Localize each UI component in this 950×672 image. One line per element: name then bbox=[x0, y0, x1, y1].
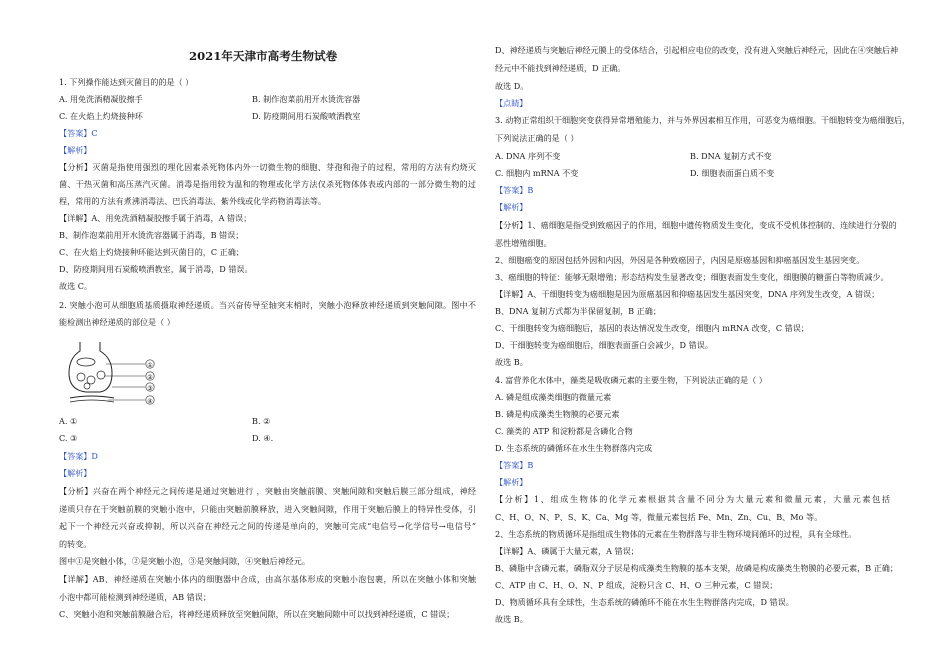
q4-analysis-line: C、ATP 由 C、H、O、N、P 组成，淀粉只含 C、H、O 三种元素，C 错误； bbox=[495, 580, 778, 590]
figure-label: ④ bbox=[147, 398, 153, 405]
q1-answer: 【答案】C bbox=[59, 128, 98, 138]
q2-stem-line: 能检测出神经递质的部位是（ ） bbox=[59, 317, 175, 327]
q4-analysis-line: 2、生态系统的物质循环是指组成生物体的元素在生物群落与非生物环境间循环的过程，具有全球性。 bbox=[495, 529, 857, 539]
q2-analysis-line: 递质只存在于突触前膜的突触小泡中，只能由突触前膜释放，进入突触间隙，作用于突触后膜上的特异性受体，引 bbox=[59, 504, 476, 514]
q4-conclusion: 故选 B。 bbox=[495, 614, 528, 624]
figure-label: ① bbox=[147, 362, 153, 369]
q4-option-d: D. 生态系统的磷循环在水生生物群落内完成 bbox=[495, 443, 653, 453]
q2-option-a: A. ① bbox=[59, 416, 78, 426]
q2-analysis-line: 【详解】AB、神经递质在突触小体内的细胞器中合成，由高尔基体形成的突触小泡包裹，所以在突触小体和突触 bbox=[59, 574, 476, 584]
q1-stem: 1. 下列操作能达到灭菌目的的是（ ） bbox=[59, 77, 194, 87]
synapse-diagram bbox=[66, 342, 166, 410]
q2-stem-line: 2. 突触小泡可从细胞质基质摄取神经递质。当兴奋传导至轴突末梢时，突触小泡释放神经递质到突触间隙。图中不 bbox=[59, 300, 476, 310]
q1-analysis-line: D、防疫期间用石炭酸喷洒教室，属于消毒，D 错误。 bbox=[59, 264, 253, 274]
q2-conclusion: 故选 D。 bbox=[495, 81, 529, 91]
q4-stem: 4. 富营养化水体中，藻类是吸收磷元素的主要生物，下列说法正确的是（ ） bbox=[495, 375, 767, 385]
q3-conclusion: 故选 B。 bbox=[495, 357, 528, 367]
right-column bbox=[480, 0, 950, 672]
q3-analysis-line: D、干细胞转变为癌细胞后，细胞表面蛋白会减少，D 错误。 bbox=[495, 340, 713, 350]
q4-option-c: C. 藻类的 ATP 和淀粉都是含磷化合物 bbox=[495, 426, 633, 436]
q4-analysis-line: 【详解】A、磷属于大量元素，A 错误； bbox=[495, 546, 639, 556]
q4-analysis-line: D、物质循环具有全球性，生态系统的磷循环不能在水生生物群落内完成，D 错误。 bbox=[495, 597, 794, 607]
q3-analysis-label: 【解析】 bbox=[495, 202, 528, 212]
q3-analysis-line: 【详解】A、干细胞转变为癌细胞是因为原癌基因和抑癌基因发生基因突变，DNA 序列发生改变，A 错误； bbox=[495, 289, 880, 299]
q3-analysis-line: B、DNA 复制方式都为半保留复制，B 正确； bbox=[495, 306, 661, 316]
q2-option-d: D. ④. bbox=[252, 433, 274, 443]
q3-analysis-line: 恶性增殖细胞。 bbox=[495, 238, 552, 248]
q1-option-d: D. 防疫期间用石炭酸喷洒教室 bbox=[252, 111, 361, 121]
q4-option-b: B. 磷是构成藻类生物膜的必要元素 bbox=[495, 409, 620, 419]
q1-analysis-line: 【分析】灭菌是指使用强烈的理化因素杀死物体内外一切微生物的细胞、芽孢和孢子的过程，常用的方法有灼烧灭 bbox=[59, 162, 476, 172]
q2-analysis-line: 【分析】兴奋在两个神经元之间传递是通过突触进行 ，突触由突触前膜、突触间隙和突触后膜三部分组成，神经 bbox=[59, 486, 476, 496]
q3-option-d: D. 细胞表面蛋白质不变 bbox=[690, 168, 775, 178]
q1-option-a: A. 用免洗酒精凝胶擦手 bbox=[59, 94, 143, 104]
q4-analysis-line: B、磷脂中含磷元素，磷脂双分子层是构成藻类生物膜的基本支架，故磷是构成藻类生物膜的必要元素，B 正确； bbox=[495, 563, 898, 573]
q3-option-c: C. 细胞内 mRNA 不变 bbox=[495, 168, 579, 178]
q2-continued-line: D、神经递质与突触后神经元膜上的受体结合，引起相应电位的改变，没有进入突触后神经元，因此在④突触后神 bbox=[495, 45, 899, 55]
q2-continued-line: 经元中不能找到神经递质，D 正确。 bbox=[495, 63, 626, 73]
q3-analysis-line: 【分析】1、癌细胞是指受到致癌因子的作用，细胞中遗传物质发生变化，变成不受机体控制的、连续进行分裂的 bbox=[495, 220, 897, 230]
q4-analysis-line: 【分析】1、组成生物体的化学元素根据其含量不同分为大量元素和微量元素，大量元素包括 bbox=[495, 494, 890, 504]
q3-stem-line: 3. 动物正常组织干细胞突变获得异常增殖能力，并与外界因素相互作用，可恶变为癌细胞。干细胞转变为癌细胞后， bbox=[495, 115, 910, 125]
q1-analysis-line: C、在火焰上灼烧接种环能达到灭菌目的，C 正确； bbox=[59, 247, 244, 257]
q2-analysis-line: C、突触小泡和突触前膜融合后，将神经递质释放至突触间隙，所以在突触间隙中可以找到神经递质，C 错误； bbox=[59, 609, 455, 619]
q2-answer: 【答案】D bbox=[59, 451, 98, 461]
q4-analysis-line: C、H、O、N、P、S、K、Ca、Mg 等，微量元素包括 Fe、Mn、Zn、Cu、B、Mo 等。 bbox=[495, 512, 823, 522]
q1-analysis-label: 【解析】 bbox=[59, 145, 92, 155]
q1-analysis-line: B、制作泡菜前用开水烫洗容器属于消毒，B 错误； bbox=[59, 230, 244, 240]
q4-option-a: A. 磷是组成藻类细胞的微量元素 bbox=[495, 392, 612, 402]
q2-analysis-label: 【解析】 bbox=[59, 468, 92, 478]
q1-analysis-line: 【详解】A、用免洗酒精凝胶擦手属于消毒，A 错误； bbox=[59, 213, 252, 223]
q2-option-c: C. ③ bbox=[59, 433, 78, 443]
q1-conclusion: 故选 C。 bbox=[59, 281, 93, 291]
q2-analysis-line: 的转变。 bbox=[59, 539, 92, 549]
q3-option-b: B. DNA 复制方式不变 bbox=[690, 151, 772, 161]
figure-label: ② bbox=[147, 374, 153, 381]
q3-analysis-line: C、干细胞转变为癌细胞后，基因的表达情况发生改变，细胞内 mRNA 改变，C 错误； bbox=[495, 323, 809, 333]
q1-option-b: B. 制作泡菜前用开水烫洗容器 bbox=[252, 94, 361, 104]
q3-stem-line: 下列说法正确的是（ ） bbox=[495, 133, 579, 143]
q1-option-c: C. 在火焰上灼烧接种环 bbox=[59, 111, 143, 121]
q3-option-a: A. DNA 序列不变 bbox=[495, 151, 561, 161]
q3-analysis-line: 2、细胞癌变的原因包括外因和内因，外因是各种致癌因子，内因是原癌基因和抑癌基因发生基因突变。 bbox=[495, 255, 865, 265]
q4-analysis-label: 【解析】 bbox=[495, 477, 528, 487]
q2-analysis-line: 起下一个神经元兴奋或抑制，所以兴奋在神经元之间的传递是单向的，突触可完成“电信号→化学信号→电信号” bbox=[59, 521, 476, 531]
q2-option-b: B. ② bbox=[252, 416, 271, 426]
q2-analysis-line: 小泡中都可能检测到神经递质，AB 错误； bbox=[59, 592, 211, 602]
q1-analysis-line: 程，常用的方法有煮沸消毒法、巴氏消毒法、紫外线或化学药物消毒法等。 bbox=[59, 196, 327, 206]
q4-answer: 【答案】B bbox=[495, 460, 534, 470]
q2-analysis-line: 图中①是突触小体，②是突触小泡，③是突触间隙，④突触后神经元。 bbox=[59, 556, 310, 566]
q1-analysis-line: 菌、干热灭菌和高压蒸汽灭菌。消毒是指用较为温和的物理或化学方法仅杀死物体体表或内部的一部分微生物的过 bbox=[59, 179, 476, 189]
document-title: 2021年天津市高考生物试卷 bbox=[189, 49, 338, 63]
q2-tip-label: 【点睛】 bbox=[495, 98, 528, 108]
q3-analysis-line: 3、癌细胞的特征：能够无限增殖；形态结构发生显著改变；细胞表面发生变化，细胞膜的糖蛋白等物质减少。 bbox=[495, 272, 889, 282]
q3-answer: 【答案】B bbox=[495, 185, 534, 195]
figure-label: ③ bbox=[147, 385, 153, 392]
